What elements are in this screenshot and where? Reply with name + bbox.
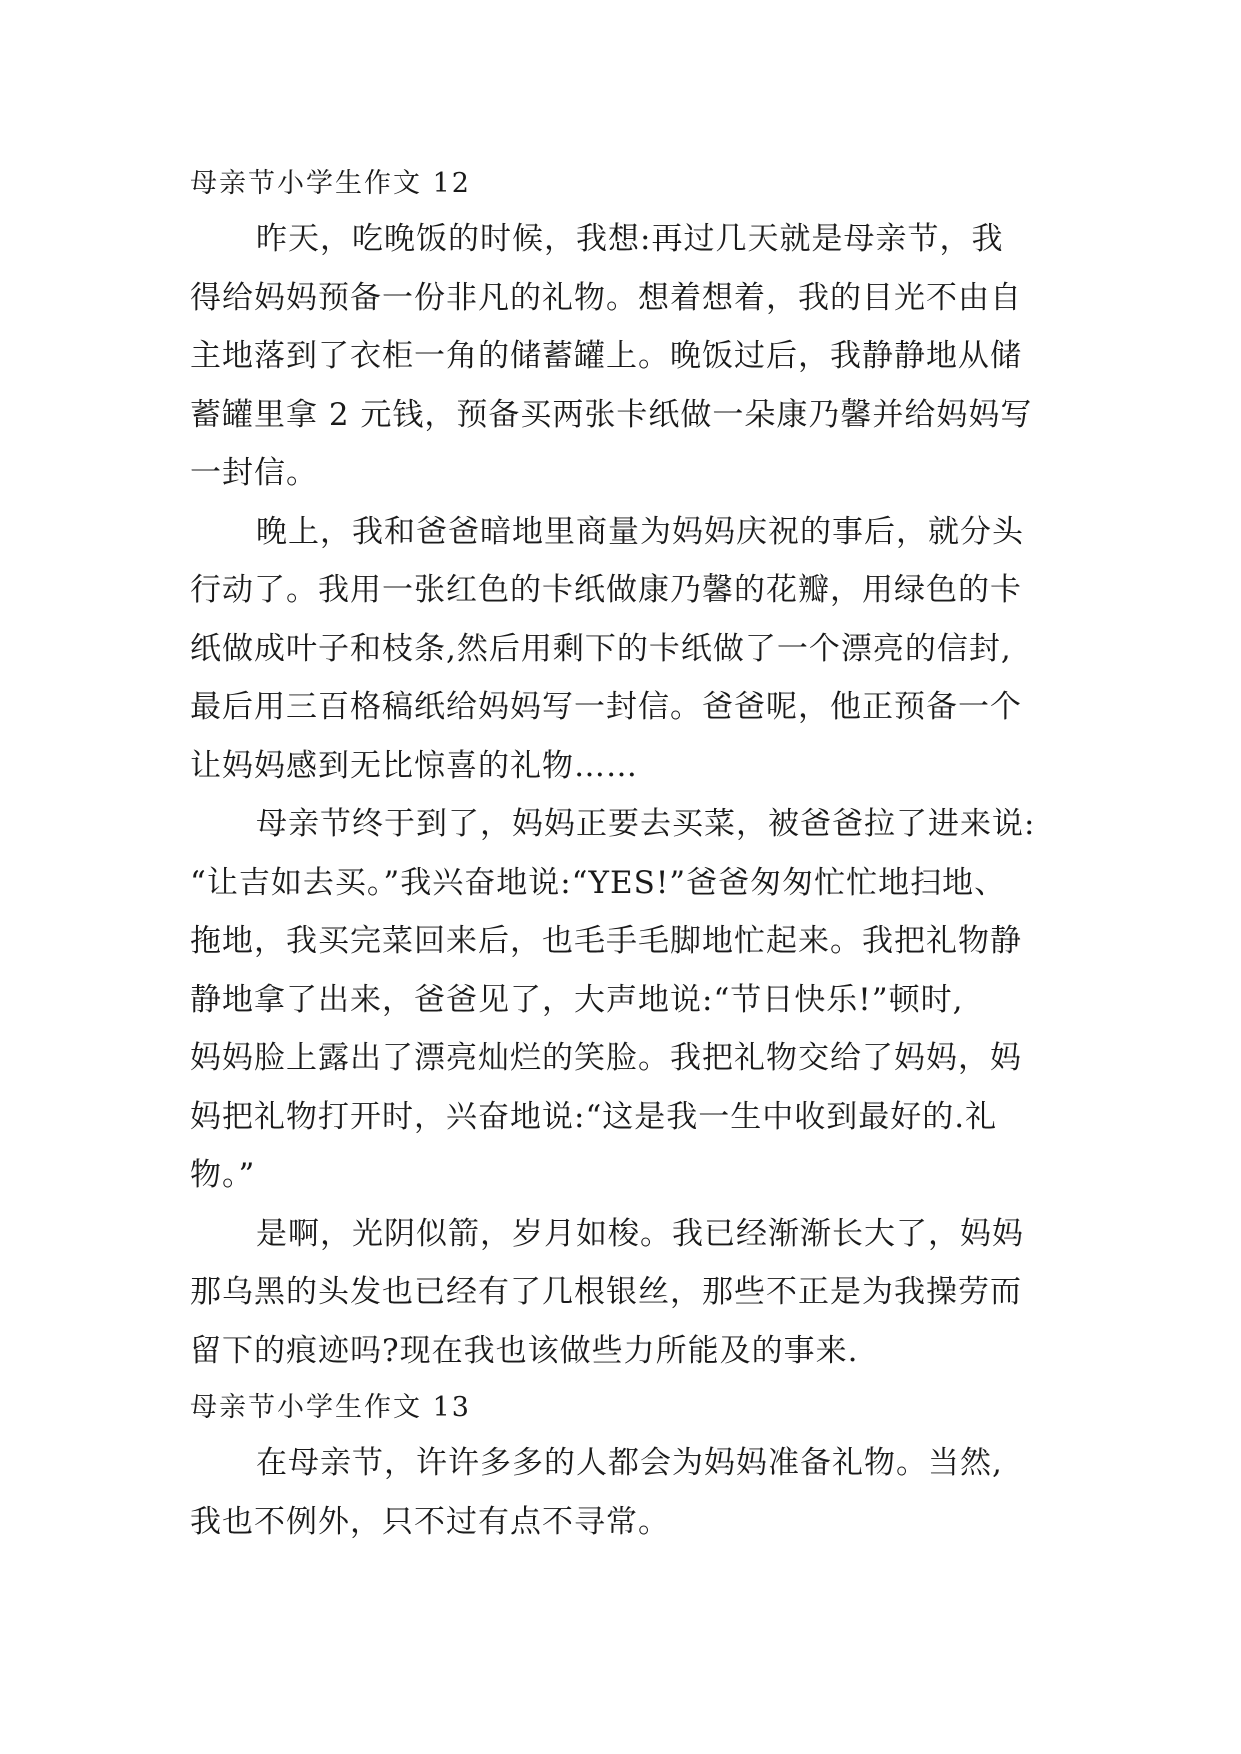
- text-line: 拖地，我买完菜回来后，也毛手毛脚地忙起来。我把礼物静: [190, 923, 1022, 959]
- text-line: 行动了。我用一张红色的卡纸做康乃馨的花瓣，用绿色的卡: [190, 572, 1022, 608]
- paragraph: [190, 503, 1070, 796]
- text-line: 在母亲节，许许多多的人都会为妈妈准备礼物。当然,: [256, 1445, 1003, 1481]
- text-line: 是啊，光阴似箭，岁月如梭。我已经渐渐长大了，妈妈: [256, 1215, 1024, 1252]
- text-line: 那乌黑的头发也已经有了几根银丝，那些不正是为我操劳而: [190, 1274, 1022, 1310]
- text-line: “让吉如去买。”我兴奋地说:“YES!”爸爸匆匆忙忙地扫地、: [190, 864, 1007, 901]
- paragraph: [190, 1205, 1070, 1381]
- essay-12: [190, 158, 1070, 1380]
- text-line: 蓄罐里拿 2 元钱，预备买两张卡纸做一朵康乃馨并给妈妈写: [190, 396, 1033, 433]
- paragraph: [190, 1434, 1070, 1551]
- essay-title: 母亲节小学生作文 12: [190, 168, 471, 199]
- document-body: [190, 158, 1070, 1551]
- text-line: 纸做成叶子和枝条,然后用剩下的卡纸做了一个漂亮的信封,: [190, 630, 1012, 667]
- text-line: 昨天，吃晚饭的时候，我想:再过几天就是母亲节，我: [256, 221, 1004, 257]
- essay-title: 母亲节小学生作文 13: [190, 1392, 471, 1423]
- text-line: 母亲节终于到了，妈妈正要去买菜，被爸爸拉了进来说:: [256, 806, 1036, 842]
- text-line: 物。”: [190, 1157, 256, 1193]
- text-line: 晚上，我和爸爸暗地里商量为妈妈庆祝的事后，就分头: [256, 513, 1024, 550]
- text-line: 一封信。: [190, 455, 318, 491]
- text-line: 留下的痕迹吗?现在我也该做些力所能及的事来.: [190, 1332, 859, 1369]
- text-line: 主地落到了衣柜一角的储蓄罐上。晚饭过后，我静静地从储: [190, 338, 1022, 374]
- text-line: 得给妈妈预备一份非凡的礼物。想着想着，我的目光不由自: [190, 279, 1022, 316]
- paragraph: [190, 210, 1070, 503]
- paragraph: [190, 795, 1070, 1205]
- text-line: 最后用三百格稿纸给妈妈写一封信。爸爸呢，他正预备一个: [190, 689, 1022, 725]
- text-line: 让妈妈感到无比惊喜的礼物……: [190, 747, 638, 784]
- text-line: 我也不例外，只不过有点不寻常。: [190, 1503, 670, 1540]
- text-line: 妈把礼物打开时，兴奋地说:“这是我一生中收到最好的.礼: [190, 1098, 998, 1135]
- text-line: 妈妈脸上露出了漂亮灿烂的笑脸。我把礼物交给了妈妈，妈: [190, 1040, 1022, 1076]
- text-line: 静地拿了出来，爸爸见了，大声地说:“节日快乐!”顿时,: [190, 981, 964, 1018]
- essay-13: [190, 1382, 1070, 1551]
